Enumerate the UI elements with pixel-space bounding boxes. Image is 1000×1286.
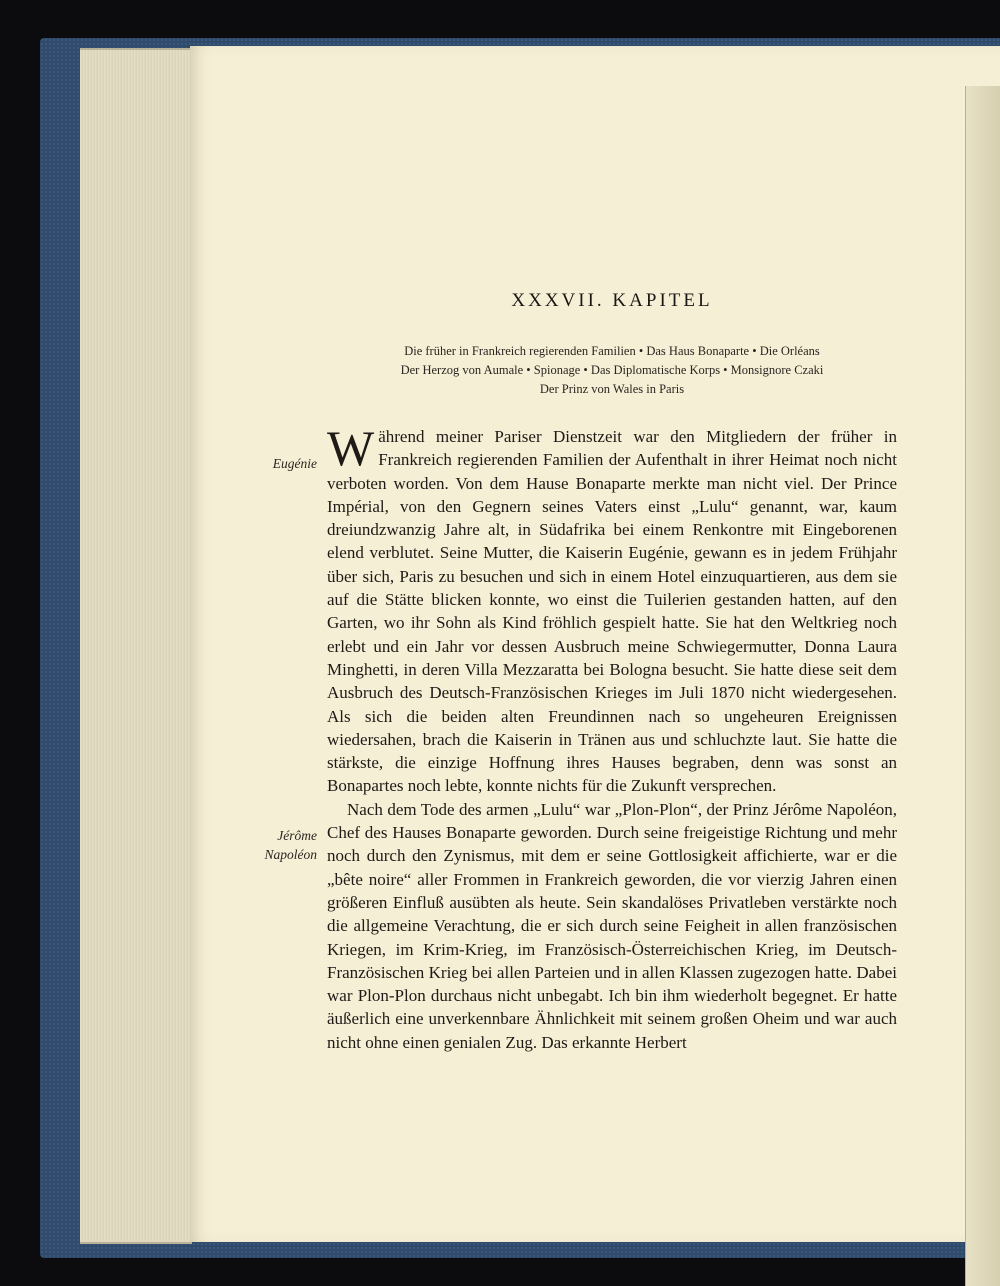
summary-line: Der Herzog von Aumale • Spionage • Das Diplomatische Korps • Monsignore Czaki (400, 363, 824, 377)
drop-cap: W (327, 420, 375, 476)
margin-note-line: Jérôme (277, 828, 317, 843)
summary-line: Der Prinz von Wales in Paris (539, 382, 685, 396)
chapter-title: XXXVII. KAPITEL (511, 290, 713, 311)
summary-line: Die früher in Frankreich regierenden Familien • Das Haus Bonaparte • Die Orléans (404, 344, 820, 358)
body-text (327, 420, 897, 1054)
paragraph (327, 420, 897, 798)
margin-note-eugenie: Eugénie (272, 456, 317, 471)
margin-note-line: Napoléon (264, 847, 317, 862)
paragraph-text: ährend meiner Pariser Dienstzeit war den Mitgliedern der früher in Frankreich regierenden Familien der Aufenthalt in ihrer Heimat noch nicht verboten worden. Von dem Hause Bonaparte merkte man nicht viel. Der Prince Impérial, von den Gegnern seines Vaters einst „Lulu“ genannt, war, kaum dreiundzwanzig Jahre alt, in Südafrika bei einem Renkontre mit Eingeborenen elend verblutet. Seine Mutter, die Kaiserin Eugénie, gewann es in jedem Frühjahr über sich, Paris zu besuchen und sich in einem Hotel einzuquartieren, aus dem sie auf die Stätte blicken konnte, wo einst die Tuilerien gestanden hatten, auf den Garten, wo ihr Sohn als Kind fröhlich gespielt hatte. Sie hat den Weltkrieg noch erlebt und ein Jahr vor dessen Ausbruch meine Schwiegermutter, Donna Laura Minghetti, in deren Villa Mezzaratta bei Bologna besucht. Sie hatte diese seit dem Ausbruch des Deutsch-Französischen Krieges im Juli 1870 nicht wiedergesehen. Als sich die beiden alten Freundinnen nach so ungeheuren Ereignissen wiedersahen, brach die Kaiserin in Tränen aus und schluchzte laut. Sie hatte die stärkste, die einzige Hoffnung ihres Hauses begraben, denn was sonst an Bonapartes noch lebte, konnte nichts für die Zukunft versprechen. (327, 427, 897, 796)
margin-note-jerome (265, 826, 318, 864)
page-edges (80, 48, 192, 1244)
paragraph: Nach dem Tode des armen „Lulu“ war „Plon-Plon“, der Prinz Jérôme Napoléon, Chef des Hauses Bonaparte geworden. Durch seine freigeistige Richtung und mehr noch durch den Zynismus, mit dem er seine Gottlosigkeit affichierte, war er die „bête noire“ aller Frommen in Frankreich geworden, die vor vierzig Jahren einen größeren Einfluß ausübten als heute. Sein skandalöses Privatleben verstärkte noch die allgemeine Verachtung, die er sich durch seine Feigheit in allen französischen Kriegen, im Krim-Krieg, im Französisch-Österreichischen Krieg, im Deutsch-Französischen Krieg bei allen Parteien und in allen Klassen zugezogen hatte. Dabei war Plon-Plon durchaus nicht unbegabt. Ich bin ihm wiederholt begegnet. Er hatte äußerlich eine unverkennbare Ähnlichkeit mit seinem großen Oheim und war auch nicht ohne einen genialen Zug. Das erkannte Herbert (327, 799, 897, 1052)
chapter-summary (312, 342, 912, 399)
next-page-edge (965, 86, 1000, 1286)
